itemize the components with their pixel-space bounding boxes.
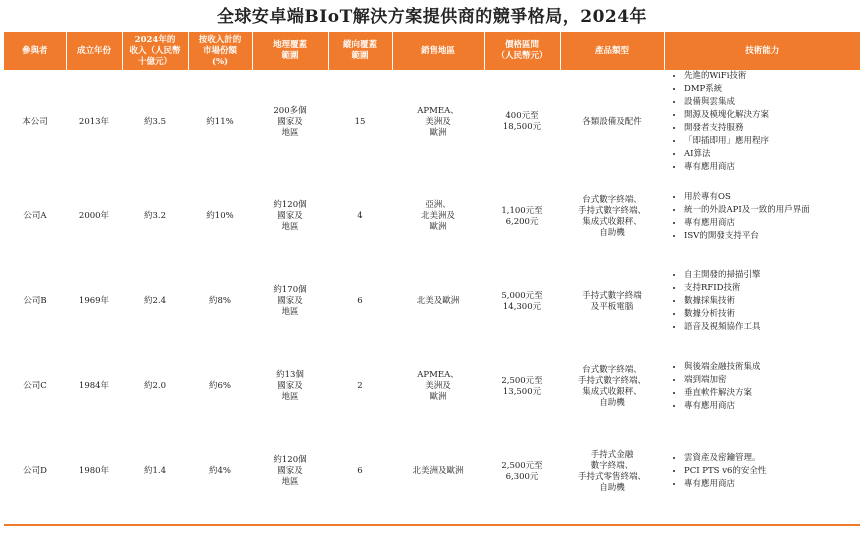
cell-founded: 2000年 — [78, 211, 110, 221]
cell-region — [392, 70, 484, 174]
column-header — [392, 32, 484, 70]
cell-share: 約10% — [206, 211, 234, 221]
capability-item: • 端到端加密 — [684, 374, 858, 387]
header-text: 地理覆蓋 — [272, 40, 307, 50]
cell-line: 集成式收銀秤、 — [582, 216, 642, 227]
cell-product — [560, 429, 664, 514]
cell-line: 約13個 — [276, 370, 304, 380]
cell-caps — [664, 70, 860, 174]
cell-price — [484, 259, 560, 344]
column-header — [664, 32, 860, 70]
cell-line: 地區 — [281, 222, 299, 232]
capability-item: • 設備與雲集成 — [684, 96, 858, 109]
column-header — [560, 32, 664, 70]
cell-line: 數字終端、 — [590, 460, 634, 471]
cell-line: 約170個 — [273, 285, 307, 295]
capability-item: • 專有應用商店 — [684, 400, 858, 413]
capability-list — [666, 269, 858, 334]
header-text: 產品類型 — [594, 45, 629, 56]
cell-line: 1,100元至 — [501, 205, 543, 216]
cell-participant: 本公司 — [22, 116, 48, 127]
column-header — [66, 32, 122, 70]
capability-item: • 開源及模塊化解決方案 — [684, 109, 858, 122]
cell-product — [560, 259, 664, 344]
cell-vertical: 2 — [357, 381, 363, 391]
cell-geo — [252, 429, 328, 514]
cell-line: 手持式數字終端 — [582, 290, 642, 301]
cell-line: 台式數字終端、 — [582, 194, 642, 205]
cell-line: 歐洲 — [429, 222, 447, 232]
cell-vertical: 4 — [357, 211, 363, 221]
cell-participant: 公司B — [23, 296, 47, 306]
header-text: 市場份額 — [202, 45, 237, 56]
cell-line: 200多個 — [273, 105, 307, 116]
cell-line: 地區 — [281, 127, 299, 138]
cell-line: 地區 — [281, 392, 299, 402]
cell-revenue: 約2.4 — [143, 296, 167, 306]
cell-line: 約120個 — [273, 200, 307, 210]
cell-founded: 1984年 — [78, 381, 110, 391]
capability-item: • 支持RFID技術 — [684, 282, 858, 295]
cell-line: 集成式收銀秤、 — [582, 386, 642, 397]
header-text: 價格區間 — [504, 40, 539, 50]
cell-caps — [664, 174, 860, 259]
header-text: 縱向覆蓋 — [342, 40, 377, 50]
cell-line: 亞洲、 — [425, 200, 451, 210]
cell-geo — [252, 344, 328, 429]
cell-geo — [252, 259, 328, 344]
cell-line: 14,300元 — [502, 301, 542, 312]
header-text: （人民幣元） — [496, 51, 548, 61]
cell-region — [392, 429, 484, 514]
header-text: 範圍 — [351, 51, 369, 61]
column-header — [252, 32, 328, 70]
cell-price — [484, 344, 560, 429]
header-text: 2024年的 — [134, 34, 176, 45]
cell-caps — [664, 259, 860, 344]
cell-region — [392, 344, 484, 429]
capability-item: • 先進的WiFi技術 — [684, 70, 858, 83]
cell-line: 自助機 — [599, 482, 625, 493]
table-body — [4, 70, 860, 514]
header-row — [4, 32, 860, 70]
cell-region — [392, 259, 484, 344]
cell-caps — [664, 429, 860, 514]
capability-item: • 與後端金融技術集成 — [684, 361, 858, 374]
capability-list — [666, 191, 858, 243]
cell-share: 約11% — [206, 116, 234, 127]
cell-line: 歐洲 — [429, 392, 447, 402]
cell-vertical: 15 — [354, 116, 366, 127]
cell-geo — [252, 174, 328, 259]
capability-item: • 垂直軟件解決方案 — [684, 387, 858, 400]
column-header — [4, 32, 66, 70]
cell-line: 北美及歐洲 — [416, 296, 460, 306]
cell-line: 台式數字終端、 — [582, 364, 642, 375]
capability-item: • 統一的外設API及一致的用戶界面 — [684, 204, 858, 217]
cell-revenue: 約3.2 — [143, 211, 167, 221]
table-row — [4, 259, 860, 344]
header-text: 收入（人民幣 — [129, 45, 181, 56]
cell-line: 歐洲 — [429, 127, 447, 138]
cell-line: 手持式零售終端、 — [577, 471, 646, 482]
capability-item: • 數據採集技術 — [684, 295, 858, 308]
capability-item: • ISV的開發支持平台 — [684, 230, 858, 243]
cell-line: 自助機 — [599, 397, 625, 408]
column-header — [188, 32, 252, 70]
cell-line: 6,200元 — [505, 216, 539, 227]
header-text: 技術能力 — [745, 45, 780, 56]
cell-line: 13,500元 — [502, 386, 542, 397]
capability-item: • PCI PTS v6的安全性 — [684, 465, 858, 478]
cell-share: 約8% — [209, 296, 231, 306]
cell-line: 美洲及 — [425, 381, 451, 391]
cell-share: 約6% — [209, 381, 231, 391]
cell-line: 2,500元至 — [501, 460, 543, 471]
table-row — [4, 429, 860, 514]
cell-line: 手持式數字終端、 — [577, 375, 646, 386]
cell-line: 國家及 — [277, 211, 303, 221]
capability-item: • 專有應用商店 — [684, 217, 858, 230]
cell-line: 5,000元至 — [501, 290, 543, 301]
cell-line: 2,500元至 — [501, 375, 543, 386]
cell-price — [484, 174, 560, 259]
cell-product — [560, 70, 664, 174]
cell-price — [484, 70, 560, 174]
competition-table — [4, 32, 860, 514]
capability-item: • 用於專有OS — [684, 191, 858, 204]
capability-item: • 雲資產及密鑰管理。 — [684, 452, 858, 465]
capability-item: • 專有應用商店 — [684, 478, 858, 491]
cell-revenue: 約2.0 — [143, 381, 167, 391]
cell-line: 及平板電腦 — [590, 301, 634, 312]
table-row — [4, 344, 860, 429]
header-text: 成立年份 — [76, 45, 111, 56]
capability-list — [666, 452, 858, 491]
cell-line: 各類設備及配件 — [582, 116, 642, 127]
bottom-rule — [4, 524, 860, 526]
cell-line: 6,300元 — [505, 471, 539, 482]
cell-line: APMEA、 — [417, 370, 459, 380]
cell-share: 約4% — [209, 466, 231, 476]
cell-founded: 1980年 — [78, 466, 110, 476]
header-text: 十億元） — [137, 56, 172, 67]
cell-line: 國家及 — [277, 116, 303, 127]
cell-line: 北美洲及歐洲 — [412, 466, 464, 476]
header-text: 範圍 — [281, 51, 299, 61]
cell-geo — [252, 70, 328, 174]
cell-participant: 公司A — [23, 211, 47, 221]
header-text: 銷售地區 — [420, 45, 455, 56]
cell-founded: 1969年 — [78, 296, 110, 306]
cell-line: 地區 — [281, 307, 299, 317]
capability-list — [666, 361, 858, 413]
cell-product — [560, 344, 664, 429]
cell-vertical: 6 — [357, 296, 363, 306]
capability-list — [666, 70, 858, 174]
header-text: (%) — [211, 56, 229, 67]
cell-participant: 公司C — [23, 381, 47, 391]
capability-item: • 開發者支持服務 — [684, 122, 858, 135]
cell-revenue: 約3.5 — [143, 116, 167, 127]
capability-item: • 數據分析技術 — [684, 308, 858, 321]
table-row — [4, 70, 860, 174]
column-header — [484, 32, 560, 70]
cell-line: 約120個 — [273, 455, 307, 465]
cell-line: 自助機 — [599, 227, 625, 238]
cell-line: APMEA、 — [417, 105, 459, 116]
cell-line: 國家及 — [277, 296, 303, 306]
cell-price — [484, 429, 560, 514]
cell-line: 18,500元 — [502, 122, 542, 132]
cell-line: 國家及 — [277, 381, 303, 391]
capability-item: • AI算法 — [684, 148, 858, 161]
capability-item: • 自主開發的掃描引擎 — [684, 269, 858, 282]
column-header — [328, 32, 392, 70]
page-title: 全球安卓端BIoT解決方案提供商的競爭格局，2024年 — [216, 7, 648, 27]
capability-item: • 「即插即用」應用程序 — [684, 135, 858, 148]
cell-line: 北美洲及 — [420, 211, 455, 221]
cell-caps — [664, 344, 860, 429]
cell-line: 400元至 — [505, 111, 539, 121]
cell-participant: 公司D — [23, 466, 47, 476]
header-text: 參與者 — [21, 45, 48, 56]
cell-line: 國家及 — [277, 466, 303, 476]
capability-item: • 專有應用商店 — [684, 161, 858, 174]
header-text: 按收入計的 — [198, 34, 242, 45]
capability-item: • 語音及視頻協作工具 — [684, 321, 858, 334]
cell-vertical: 6 — [357, 466, 363, 476]
cell-line: 手持式金融 — [590, 449, 634, 460]
cell-line: 美洲及 — [425, 116, 451, 127]
cell-revenue: 約1.4 — [143, 466, 167, 476]
cell-line: 手持式數字終端、 — [577, 205, 646, 216]
column-header — [122, 32, 188, 70]
cell-region — [392, 174, 484, 259]
capability-item: • DMP系統 — [684, 83, 858, 96]
table-row — [4, 174, 860, 259]
cell-founded: 2013年 — [78, 116, 110, 127]
cell-line: 地區 — [281, 477, 299, 487]
cell-product — [560, 174, 664, 259]
